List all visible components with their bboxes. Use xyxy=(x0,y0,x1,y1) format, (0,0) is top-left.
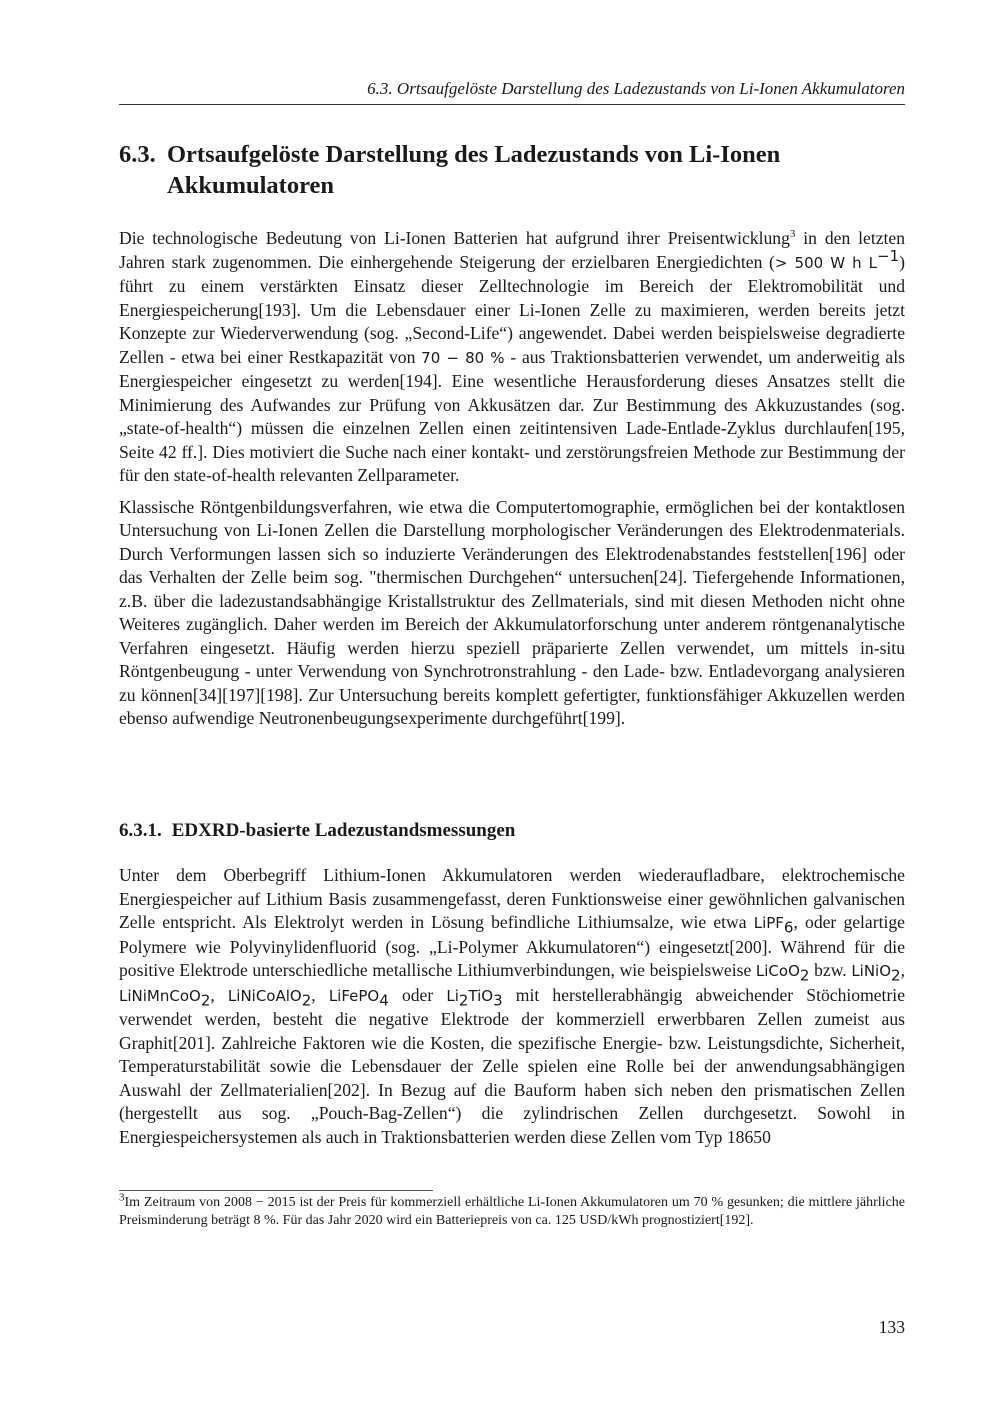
subsection-heading xyxy=(119,819,515,843)
section-intro xyxy=(119,227,905,731)
section-title: Ortsaufgelöste Darstellung des Ladezustands von Li-Ionen Akkumulatoren xyxy=(167,141,781,199)
header-rule xyxy=(119,104,905,105)
footnote-rule xyxy=(119,1190,433,1191)
subsection-body xyxy=(119,864,905,1149)
page-number: 133 xyxy=(878,1317,905,1337)
section-number: 6.3. xyxy=(119,141,156,168)
paragraph-3: Unter dem Oberbegriff Lithium-Ionen Akkumulatoren werden wiederaufladbare, elektrochemische Energiespeicher auf Lithium Basis zusammengefasst, deren Funktionsweise einer gewöhnlichen galvanischen Zelle entspricht. Als Elektrolyt werden in Lösung befindliche Lithiumsalze, wie etwa LiPF$_6$, oder gelartige Polymere wie Polyvinylidenfluorid (sog. „Li-Polymer Akkumulatoren“) eingesetzt[200]. Während für die positive Elektrode unterschiedliche metallische Lithiumverbindungen, wie beispielsweise LiCoO$_2$ bzw. LiNiO$_2$, LiNiMnCoO$_2$, LiNiCoAlO$_2$, LiFePO$_4$ oder $Li_2TiO_3$ mit herstellerabhängig abweichender Stöchiometrie verwendet werden, besteht die negative Elektrode der kommerziell erwerbbaren Zellen zumeist aus Graphit[201]. Zahlreiche Faktoren wie die Kosten, die spezifische Energie- bzw. Leistungsdichte, Sicherheit, Temperaturstabilität sowie die Lebensdauer der Zelle spielen eine Rolle bei der anwendungsabhängigen Auswahl der Zellmaterialien[202]. In Bezug auf die Bauform haben sich neben den prismatischen Zellen (hergestellt aus sog. „Pouch-Bag-Zellen“) die zylindrischen Zellen durchgesetzt. Sowohl in Energiespeichersystemen als auch in Traktionsbatterien werden diese Zellen vom Typ 18650 xyxy=(119,865,906,1147)
subsection-number: 6.3.1. xyxy=(119,820,162,841)
footnote xyxy=(119,1191,905,1229)
subsection-title: EDXRD-basierte Ladezustandsmessungen xyxy=(171,820,516,841)
section-heading xyxy=(119,139,905,201)
paragraph-2: Klassische Röntgenbildungsverfahren, wie etwa die Computertomographie, ermöglichen bei der kontaktlosen Untersuchung von Li-Ionen Zellen die Darstellung morphologischer Veränderungen des Elektrodenmaterials. Durch Verformungen lassen sich so induzierte Veränderungen des Elektrodenabstandes feststellen[196] oder das Verhalten der Zelle beim sog. "thermischen Durchgehen“ untersuchen[24]. Tiefergehende Informationen, z.B. über die ladezustandsabhängige Kristallstruktur des Zellmaterials, sind mit diesen Methoden nicht ohne Weiteres zugänglich. Daher werden im Bereich der Akkumulatorforschung unter anderem röntgenanalytische Verfahren eingesetzt. Häufig werden hierzu speziell präparierte Zellen verwendet, um mittels in-situ Röntgenbeugung - unter Verwendung von Synchrotronstrahlung - den Lade- bzw. Entladevorgang analysieren zu können[34][197][198]. Zur Untersuchung bereits komplett gefertigter, funktionsfähiger Akkuzellen werden ebenso aufwendige Neutronenbeugungsexperimente durchgeführt[199]. xyxy=(119,496,905,728)
footnote-text: Im Zeitraum von 2008 − 2015 ist der Preis für kommerziell erhältliche Li-Ionen Akkumulatoren um 70 % gesunken; die mittlere jährliche Preisminderung beträgt 8 %. Für das Jahr 2020 wird ein Batteriepreis von ca. 125 USD/kWh prognostiziert[192]. xyxy=(119,1195,905,1228)
footnote-ref[interactable]: 3 xyxy=(789,228,796,241)
running-head: 6.3. Ortsaufgelöste Darstellung des Ladezustands von Li-Ionen Akkumulatoren xyxy=(367,79,905,98)
paragraph-1: Die technologische Bedeutung von Li-Ionen Batterien hat aufgrund ihrer Preisentwicklung$^3$ in den letzten Jahren stark zugenommen. Die einhergehende Steigerung der erzielbaren Energiedichten (> 500 W h $L^{-1}$) führt zu einem verstärkten Einsatz dieser Zelltechnologie im Bereich der Elektromobilität und Energiespeicherung[193]. Um die Lebensdauer einer Li-Ionen Zelle zu maximieren, werden bereits jetzt Konzepte zur Wiederverwendung (sog. „Second-Life“) angewendet. Dabei werden beispielsweise degradierte Zellen - etwa bei einer Restkapazität von 70 − 80 % - aus Traktionsbatterien verwendet, um anderweitig als Energiespeicher eingesetzt zu werden[194]. Eine wesentliche Herausforderung dieses Ansatzes stellt die Minimierung des Aufwandes zur Prüfung von Akkusätzen dar. Zur Bestimmung des Akkuzustandes (sog. „state-of-health“) müssen die einzelnen Zellen einen zeitintensiven Lade-Entlade-Zyklus durchlaufen[195, Seite 42 ff.]. Dies motiviert die Suche nach einer kontakt- und zerstörungsfreien Methode zur Bestimmung der für den state-of-health relevanten Zellparameter. xyxy=(119,228,906,485)
footnote-marker: 3 xyxy=(119,1191,125,1204)
